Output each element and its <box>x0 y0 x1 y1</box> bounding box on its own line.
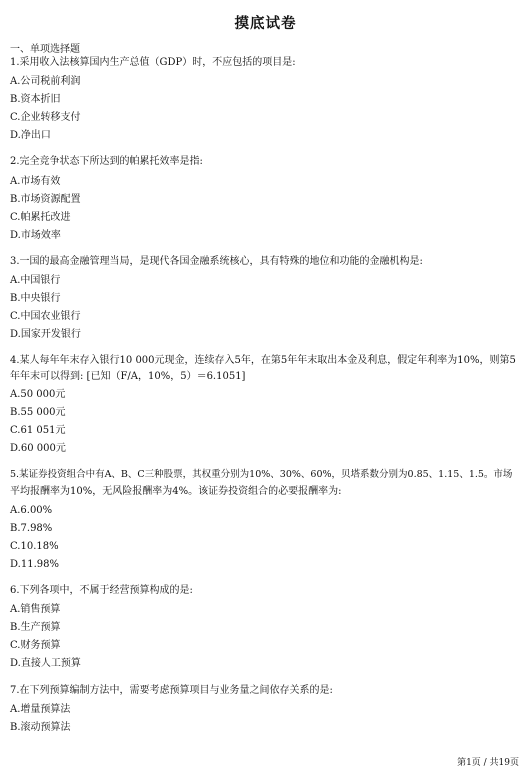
question-stem: 7.在下列预算编制方法中，需要考虑预算项目与业务量之间依存关系的是: <box>10 685 333 696</box>
option-d[interactable]: D.60 000元 <box>10 443 66 454</box>
option-a[interactable]: A.增量预算法 <box>10 704 71 715</box>
option-b[interactable]: B.滚动预算法 <box>10 722 71 733</box>
question-stem: 2.完全竞争状态下所达到的帕累托效率是指: <box>10 156 203 167</box>
option-d[interactable]: D.11.98% <box>10 559 59 570</box>
question-stem: 6.下列各项中，不属于经营预算构成的是: <box>10 585 193 596</box>
option-a[interactable]: A.公司税前利润 <box>10 76 81 87</box>
option-b[interactable]: B.生产预算 <box>10 622 61 633</box>
option-a[interactable]: A.销售预算 <box>10 604 61 615</box>
option-b[interactable]: B.7.98% <box>10 523 53 534</box>
page-number: 第1页 / 共19页 <box>457 758 519 768</box>
option-d[interactable]: D.净出口 <box>10 130 51 141</box>
question-stem: 1.采用收入法核算国内生产总值（GDP）时，不应包括的项目是: <box>10 57 296 68</box>
option-c[interactable]: C.财务预算 <box>10 640 61 651</box>
option-d[interactable]: D.国家开发银行 <box>10 329 81 340</box>
option-a[interactable]: A.6.00% <box>10 505 53 516</box>
option-b[interactable]: B.市场资源配置 <box>10 194 81 205</box>
option-c[interactable]: C.企业转移支付 <box>10 112 81 123</box>
option-c[interactable]: C.帕累托改进 <box>10 212 71 223</box>
question-stem: 5.某证券投资组合中有A、B、C三种股票，其权重分别为10%、30%、60%，贝塔系数分别为0.85、1.15、1.5。市场 <box>10 469 513 480</box>
option-c[interactable]: C.10.18% <box>10 541 59 552</box>
option-b[interactable]: B.中央银行 <box>10 293 61 304</box>
option-d[interactable]: D.直接人工预算 <box>10 658 81 669</box>
option-a[interactable]: A.中国银行 <box>10 275 61 286</box>
section-heading: 一、单项选择题 <box>10 44 80 55</box>
question-stem: 4.某人每年年末存入银行10 000元现金，连续存入5年，在第5年年末取出本金及利息，假定年利率为10%，则第5 <box>10 355 516 366</box>
question-stem-continued: 年年末可以得到: [已知（F/A，10%，5）＝6.1051] <box>10 371 246 382</box>
option-c[interactable]: C.中国农业银行 <box>10 311 81 322</box>
option-b[interactable]: B.55 000元 <box>10 407 66 418</box>
question-stem-continued: 平均报酬率为10%，无风险报酬率为4%。该证券投资组合的必要报酬率为: <box>10 486 342 497</box>
question-stem: 3.一国的最高金融管理当局，是现代各国金融系统核心，具有特殊的地位和功能的金融机构是: <box>10 256 423 267</box>
option-c[interactable]: C.61 051元 <box>10 425 66 436</box>
option-b[interactable]: B.资本折旧 <box>10 94 61 105</box>
option-a[interactable]: A.市场有效 <box>10 176 61 187</box>
option-a[interactable]: A.50 000元 <box>10 389 66 400</box>
option-d[interactable]: D.市场效率 <box>10 230 61 241</box>
page-title: 摸底试卷 <box>234 16 297 32</box>
